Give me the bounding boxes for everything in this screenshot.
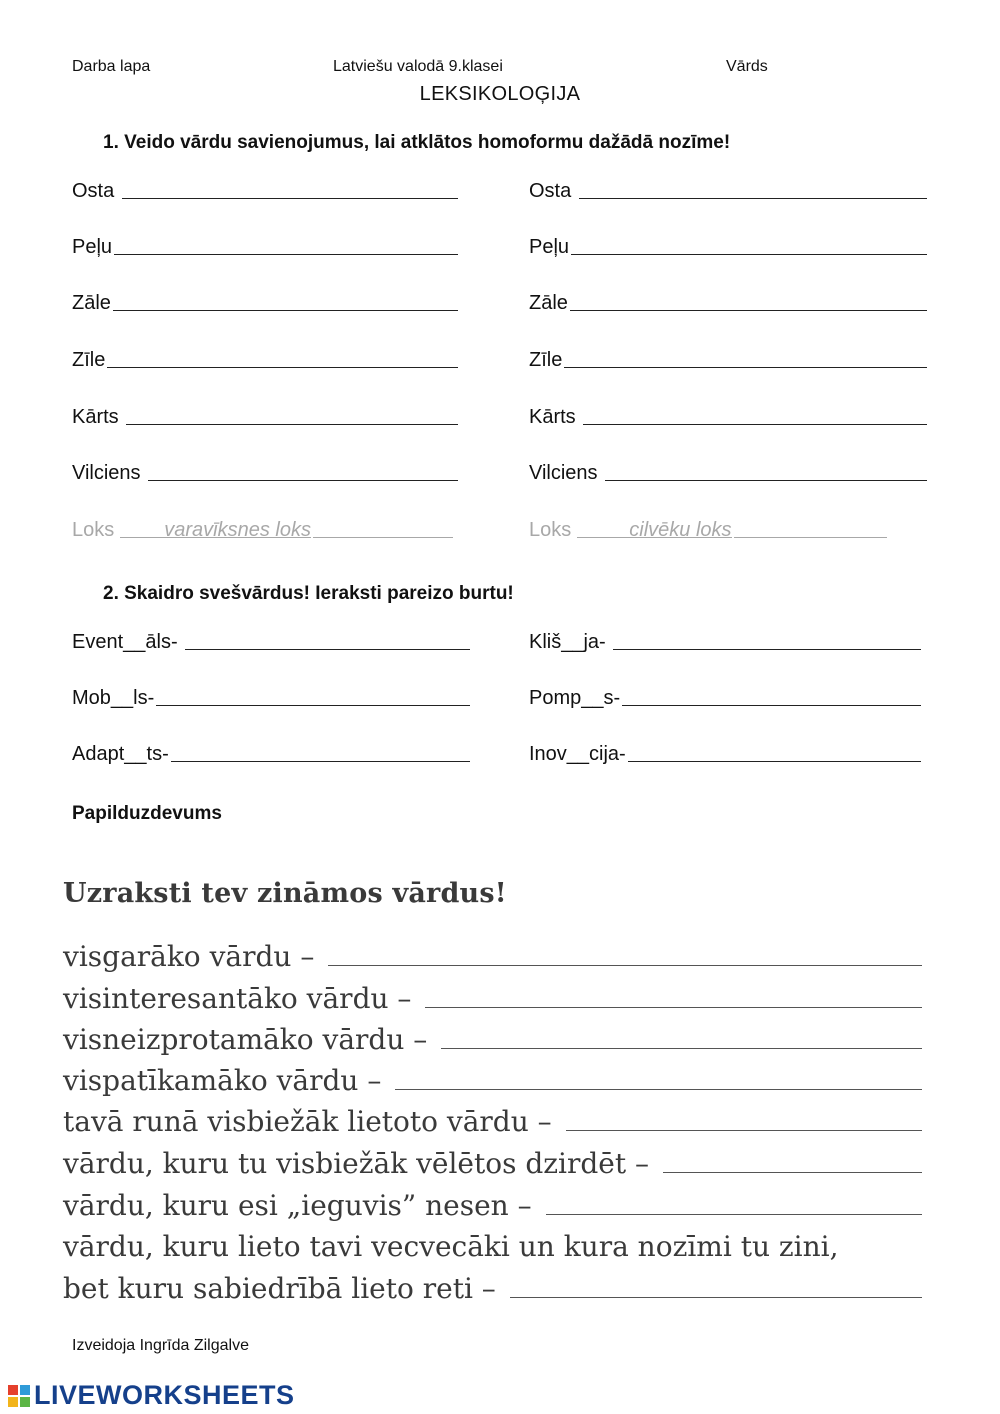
task1-row-right-3-answer-blank[interactable] — [570, 310, 927, 311]
extra-task-label: Papilduzdevums — [72, 803, 222, 824]
task2-row-right-1-answer-blank[interactable] — [613, 649, 921, 650]
scan-line-5 — [63, 1105, 922, 1138]
example-right-lead — [577, 537, 629, 538]
credit: Izveidoja Ingrīda Zilgalve — [72, 1337, 249, 1354]
scan-line-1-blank[interactable] — [328, 965, 922, 966]
task1-row-left-2-answer-blank[interactable] — [114, 254, 458, 255]
task1-row-right-5-label: Kārts — [529, 406, 582, 428]
task1-row-left-4-answer-blank[interactable] — [107, 367, 458, 368]
header-left: Darba lapa — [72, 58, 151, 75]
task1-row-right-1-answer-blank[interactable] — [579, 198, 927, 199]
task1-row-left-5-label: Kārts — [72, 406, 125, 428]
task2-row-left-1 — [72, 631, 470, 654]
example-left-label: Loks — [72, 519, 115, 541]
scan-line-7-blank[interactable] — [546, 1214, 922, 1215]
task1-row-left-4 — [72, 349, 458, 372]
task1-row-left-3-answer-blank[interactable] — [113, 310, 458, 311]
scan-line-8b — [63, 1272, 922, 1305]
task1-row-right-3 — [529, 292, 927, 315]
task2-row-left-2-label: Mob__ls- — [72, 687, 155, 709]
scan-line-8b-text: bet kuru sabiedrībā lieto reti – — [63, 1272, 496, 1305]
task1-row-left-1-label: Osta — [72, 180, 120, 202]
scan-line-4-blank[interactable] — [395, 1089, 922, 1090]
task1-row-left-1 — [72, 180, 458, 203]
scan-line-5-text: tavā runā visbiežāk lietoto vārdu – — [63, 1105, 552, 1138]
scan-line-1 — [63, 940, 922, 973]
task1-row-left-5-answer-blank[interactable] — [126, 424, 458, 425]
task2-row-left-3 — [72, 743, 470, 766]
task1-row-left-2 — [72, 236, 458, 259]
task1-row-left-6 — [72, 462, 458, 485]
scan-line-2-blank[interactable] — [425, 1007, 922, 1008]
scan-title: Uzraksti tev zināmos vārdus! — [63, 878, 507, 909]
task1-row-right-2-answer-blank[interactable] — [571, 254, 927, 255]
scan-line-8a-text: vārdu, kuru lieto tavi vecvecāki un kura nozīmi tu zini, — [63, 1230, 839, 1263]
task2-row-right-2-label: Pomp__s- — [529, 687, 621, 709]
scan-line-3-text: visneizprotamāko vārdu – — [63, 1023, 428, 1056]
task2-row-left-3-answer-blank[interactable] — [171, 761, 470, 762]
task1-row-right-6-label: Vilciens — [529, 462, 604, 484]
example-left-answer: varavīksnes loks — [164, 519, 311, 541]
task2-row-left-1-label: Event__āls- — [72, 631, 184, 653]
scan-line-3-blank[interactable] — [441, 1048, 922, 1049]
task1-row-right-1 — [529, 180, 927, 203]
header-right: Vārds — [726, 58, 768, 75]
task2-row-left-2 — [72, 687, 470, 710]
scan-line-4-text: vispatīkamāko vārdu – — [63, 1064, 382, 1097]
task1-row-left-2-label: Peļu — [72, 236, 113, 258]
task1-row-right-4-label: Zīle — [529, 349, 563, 371]
task1-heading: 1. Veido vārdu savienojumus, lai atklātos homoformu dažādā nozīme! — [103, 132, 731, 153]
scan-line-8-blank[interactable] — [510, 1297, 922, 1298]
task2-row-right-3 — [529, 743, 921, 766]
scan-line-6 — [63, 1147, 922, 1180]
task1-row-left-4-label: Zīle — [72, 349, 106, 371]
scan-line-8a — [63, 1230, 922, 1263]
task1-row-left-6-label: Vilciens — [72, 462, 147, 484]
task2-heading: 2. Skaidro svešvārdus! Ieraksti pareizo burtu! — [103, 583, 514, 604]
task1-row-right-1-label: Osta — [529, 180, 577, 202]
liveworksheets-logo — [8, 1380, 295, 1411]
task1-row-right-2 — [529, 236, 927, 259]
logo-text: LIVEWORKSHEETS — [34, 1380, 295, 1410]
example-right — [529, 519, 887, 542]
task2-row-left-2-answer-blank[interactable] — [156, 705, 470, 706]
task1-row-right-2-label: Peļu — [529, 236, 570, 258]
task2-row-right-1 — [529, 631, 921, 654]
example-right-blank — [734, 537, 887, 538]
task1-row-left-5 — [72, 406, 458, 429]
logo-mark-icon — [8, 1385, 30, 1407]
task1-row-right-6 — [529, 462, 927, 485]
scan-line-4 — [63, 1064, 922, 1097]
example-left-blank — [313, 537, 453, 538]
task1-row-right-4 — [529, 349, 927, 372]
header-center: Latviešu valodā 9.klasei — [333, 58, 503, 75]
task2-row-left-1-answer-blank[interactable] — [185, 649, 470, 650]
scan-line-2 — [63, 982, 922, 1015]
task2-row-right-2-answer-blank[interactable] — [622, 705, 921, 706]
task2-row-right-3-label: Inov__cija- — [529, 743, 626, 765]
task1-row-right-5-answer-blank[interactable] — [583, 424, 927, 425]
task2-row-right-3-answer-blank[interactable] — [628, 761, 921, 762]
task1-row-left-1-answer-blank[interactable] — [122, 198, 458, 199]
task2-row-left-3-label: Adapt__ts- — [72, 743, 169, 765]
scan-line-5-blank[interactable] — [566, 1130, 922, 1131]
task1-row-right-5 — [529, 406, 927, 429]
task1-row-right-6-answer-blank[interactable] — [605, 480, 927, 481]
example-left — [72, 519, 453, 542]
scan-line-1-text: visgarāko vārdu – — [63, 940, 315, 973]
scan-line-6-text: vārdu, kuru tu visbiežāk vēlētos dzirdēt – — [63, 1147, 650, 1180]
task1-row-right-4-answer-blank[interactable] — [564, 367, 927, 368]
example-right-answer: cilvēku loks — [629, 519, 732, 541]
scan-line-7-text: vārdu, kuru esi „ieguvis” nesen – — [63, 1189, 532, 1222]
scan-line-2-text: visinteresantāko vārdu – — [63, 982, 412, 1015]
task1-row-left-3 — [72, 292, 458, 315]
task1-row-right-3-label: Zāle — [529, 292, 568, 314]
scan-line-6-blank[interactable] — [663, 1172, 922, 1173]
task2-row-right-1-label: Kliš__ja- — [529, 631, 612, 653]
page-title: LEKSIKOLOĢIJA — [419, 83, 581, 105]
example-left-lead — [120, 537, 164, 538]
task1-row-left-6-answer-blank[interactable] — [148, 480, 458, 481]
task2-row-right-2 — [529, 687, 921, 710]
scan-line-7 — [63, 1189, 922, 1222]
example-right-label: Loks — [529, 519, 572, 541]
task1-row-left-3-label: Zāle — [72, 292, 111, 314]
scan-line-3 — [63, 1023, 922, 1056]
